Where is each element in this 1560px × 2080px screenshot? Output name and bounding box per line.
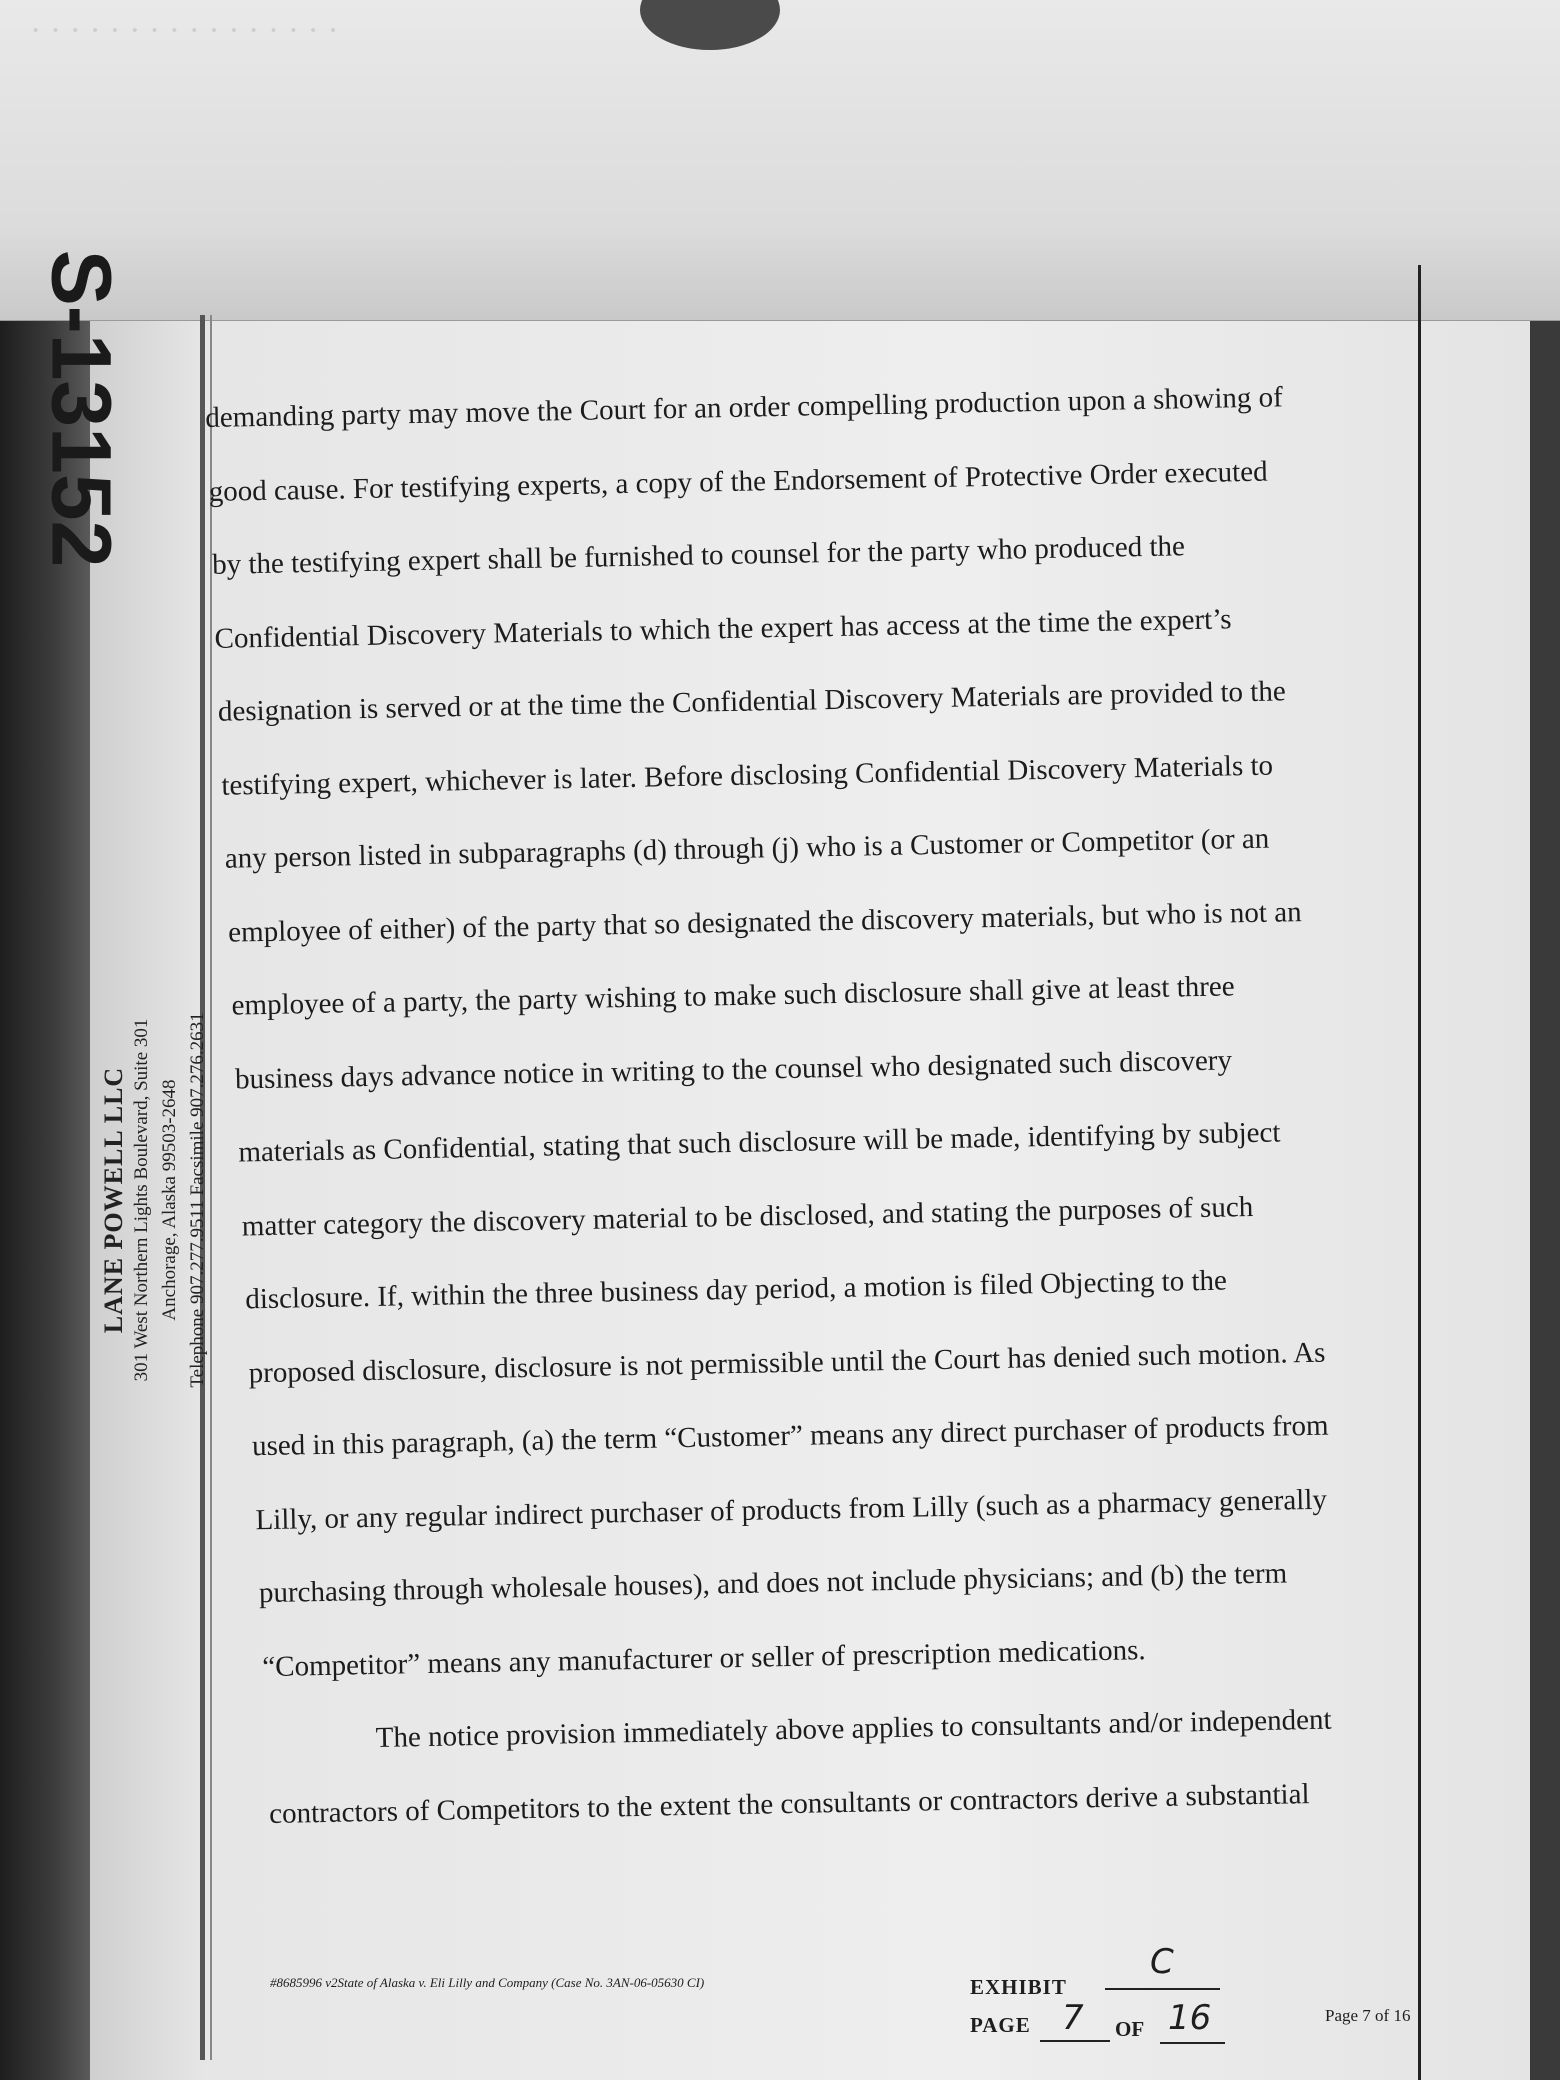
footer-case-caption: #8685996 v2State of Alaska v. Eli Lilly and Company (Case No. 3AN-06-05630 CI) [270,1975,705,1990]
exhibit-value: C [1150,1942,1174,1982]
body-line: purchasing through wholesale houses), and does not include physicians; and (b) the term [258,1557,1288,1610]
right-margin-rule [1418,265,1421,2080]
body-line: matter category the discovery material to be disclosed, and stating the purposes of such [241,1190,1254,1242]
body-line: used in this paragraph, (a) the term “Customer” means any direct purchaser of products from [251,1409,1329,1463]
firm-address: 301 West Northern Lights Boulevard, Suite 301 [131,1018,152,1382]
body-line: business days advance notice in writing to the counsel who designated such discovery [234,1043,1233,1096]
page-of-footer: Page 7 of 16 [1325,2006,1411,2025]
firm-name: LANE POWELL LLC [99,1066,128,1334]
of-label: OF [1115,2017,1145,2041]
page-underline [1040,2040,1110,2042]
page-total-handwritten: 16 [1168,1998,1212,2038]
folded-page-flap [0,0,1560,321]
body-line: designation is served or at the time the Confidential Discovery Materials are provided to the [217,675,1286,728]
body-line: Lilly, or any regular indirect purchaser of products from Lilly (such as a pharmacy generally [255,1483,1328,1536]
body-line: Confidential Discovery Materials to which the expert has access at the time the expert’s [214,602,1232,655]
firm-city: Anchorage, Alaska 99503-2648 [159,1079,180,1321]
body-line: any person listed in subparagraphs (d) through (j) who is a Customer or Competitor (or an [224,822,1270,875]
body-line: contractors of Competitors to the extent the consultants or contractors derive a substantial [268,1777,1310,1830]
body-line: employee of either) of the party that so designated the discovery materials, but who is not an [227,895,1302,949]
case-number-text: S-13152 [34,249,129,568]
body-line: good cause. For testifying experts, a copy of the Endorsement of Protective Order executed [208,455,1268,508]
page-number-handwritten: 7 [1062,1998,1084,2038]
body-line-indented: The notice provision immediately above applies to consultants and/or independent [375,1703,1332,1754]
exhibit-underline [1105,1988,1220,1990]
body-line: proposed disclosure, disclosure is not permissible until the Court has denied such motion. As [248,1336,1326,1389]
firm-phones: Telephone 907.277.9511 Facsimile 907.276.2631 [187,1012,208,1388]
firm-info [100,940,220,1460]
total-underline [1160,2042,1225,2044]
body-line: employee of a party, the party wishing to make such disclosure shall give at least three [231,970,1235,1022]
body-line: disclosure. If, within the three business day period, a motion is filed Objecting to the [244,1264,1228,1316]
body-line: demanding party may move the Court for an order compelling production upon a showing of [205,381,1284,434]
body-line: by the testifying expert shall be furnished to counsel for the party who produced the [211,530,1186,581]
exhibit-label: EXHIBIT [970,1975,1067,1999]
body-line: materials as Confidential, stating that such disclosure will be made, identifying by subject [238,1116,1281,1169]
body-line: testifying expert, whichever is later. Before disclosing Confidential Discovery Materials to [221,749,1274,802]
bleed-through-text: · · · · · · · · · · · · · · · · [30,11,339,48]
case-number-margin [0,249,129,568]
page-label: PAGE [970,2013,1031,2037]
body-line: “Competitor” means any manufacturer or seller of prescription medications. [262,1633,1146,1683]
